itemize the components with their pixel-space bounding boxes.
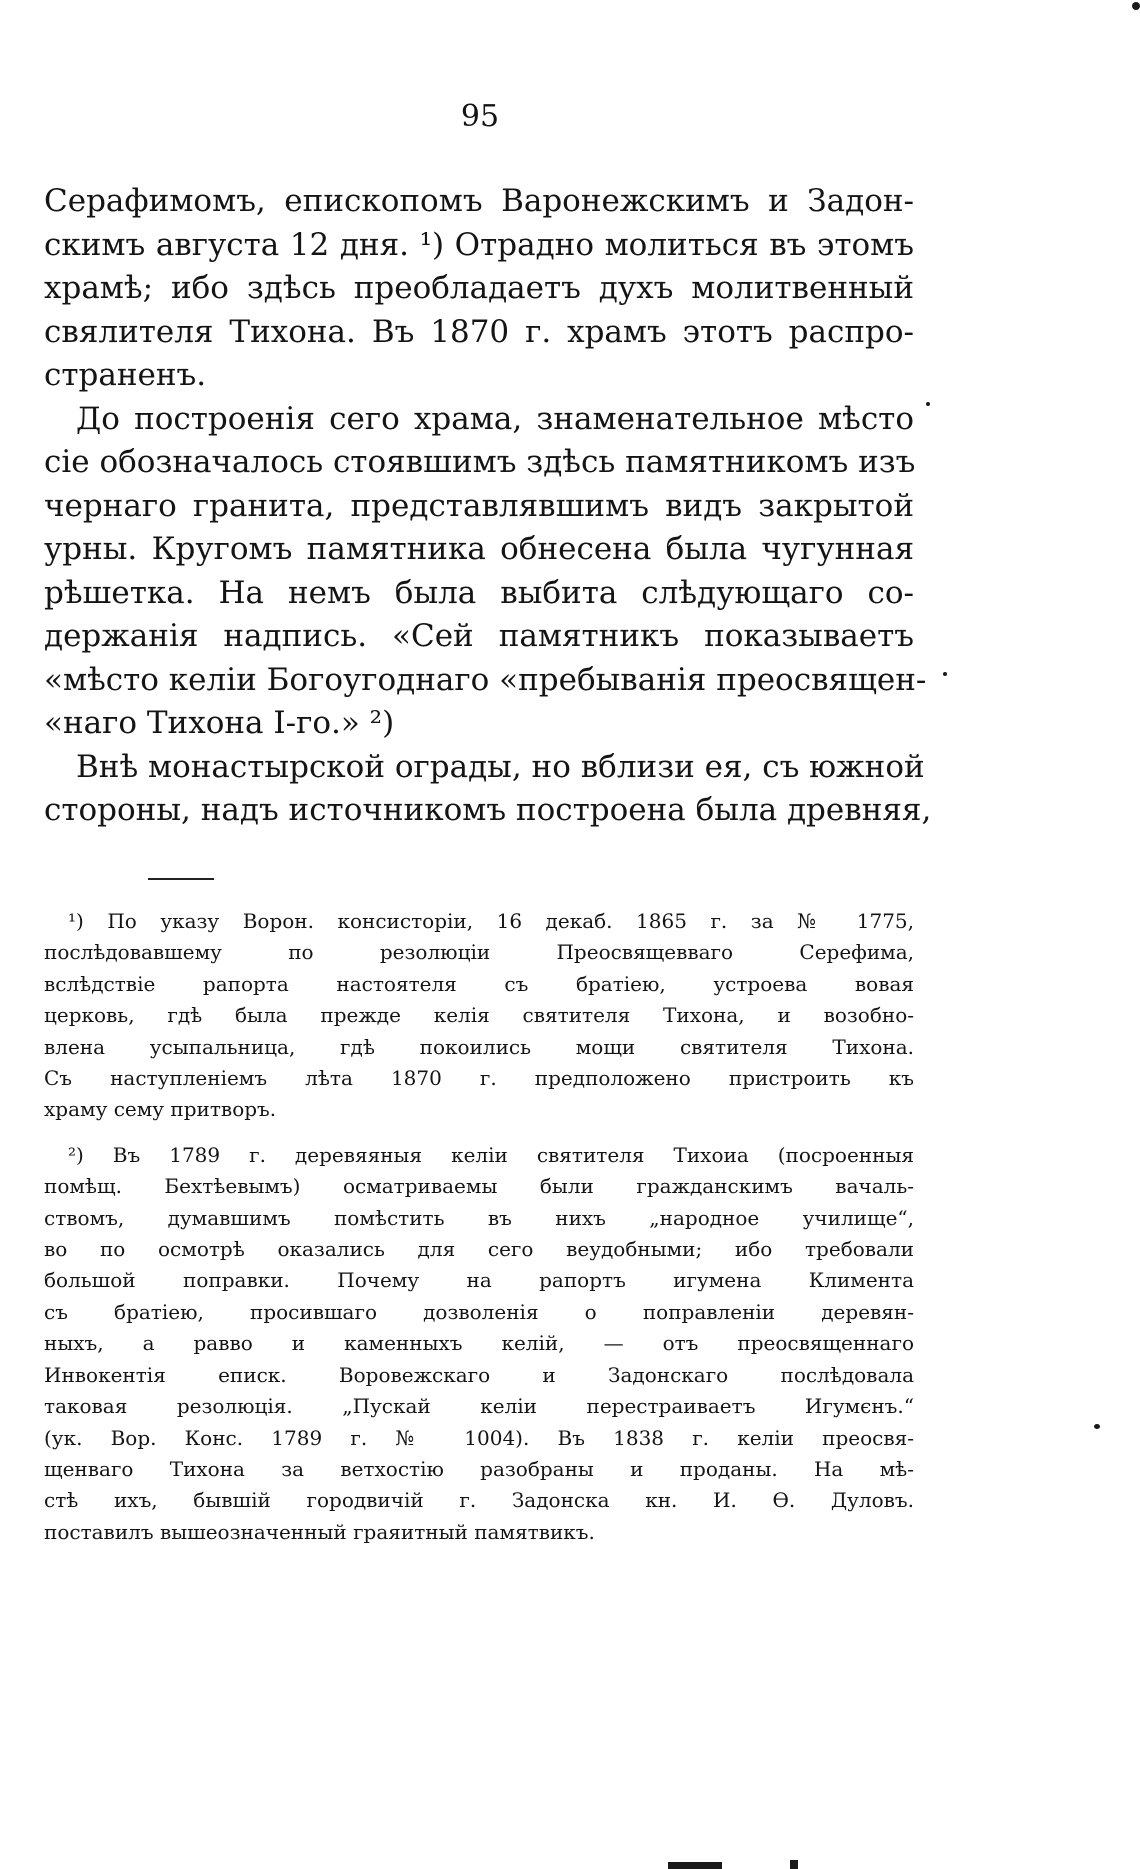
text-line: свялителя Тихона. Въ 1870 г. храмъ этотъ распро- [44, 313, 914, 350]
scan-edge-mark [790, 1860, 798, 1869]
main-text [44, 180, 932, 833]
text-line: чернаго гранита, представлявшимъ видъ закрытой [44, 487, 914, 524]
footnote-line: стѣ ихъ, бывшій городвичій г. Задонска кн. И. Ѳ. Дуловъ. [44, 1488, 914, 1513]
text-line: «наго Тихона I-го.» ²) [44, 705, 395, 741]
footnote-line: церковь, гдѣ была прежде келія святителя Тихона, и возобно- [44, 1003, 914, 1028]
ink-speck [1094, 1424, 1100, 1429]
footnote-line: храму сему притворъ. [44, 1097, 277, 1122]
footnote-gap [44, 1126, 914, 1140]
footnotes [44, 906, 914, 1548]
scan-edge-mark [668, 1862, 722, 1869]
footnote-line: щенваго Тихона за ветхостію разобраны и проданы. На мѣ- [44, 1456, 914, 1481]
text-line: Серафимомъ, епископомъ Варонежскимъ и Задон- [44, 183, 914, 219]
text-line: «мѣсто келіи Богоугоднаго «пребыванія преосвящен- [44, 661, 927, 698]
text-line: стороны, надъ источникомъ построена была древняя, [44, 792, 932, 828]
footnote-line: влена усыпальница, гдѣ покоились мощи святителя Тихона. [44, 1034, 914, 1059]
text-line: Внѣ монастырской ограды, но вблизи ея, съ южной [76, 748, 925, 785]
footnote-line: ствомъ, думавшимъ помѣстить въ нихъ „народное училище“, [44, 1205, 914, 1230]
footnote-separator [148, 878, 214, 880]
footnote-line: послѣдовавшему по резолюціи Преосвящевваго Серефима, [44, 940, 914, 965]
footnote-line: большой поправки. Почему на рапортъ игумена Климента [44, 1268, 914, 1293]
text-line: сіе обозначалось стоявшимъ здѣсь памятникомъ изъ [44, 444, 916, 480]
text-line: держанія надпись. «Сей памятникъ показываетъ [44, 618, 914, 654]
ink-speck [926, 402, 930, 406]
footnote-line: Съ наступленіемъ лѣта 1870 г. предположено пристроить къ [44, 1066, 914, 1091]
footnote-line: ¹) По указу Ворон. консисторіи, 16 декаб. 1865 г. за № 1775, [68, 909, 914, 933]
ink-speck [1132, 2, 1140, 10]
text-line: До построенія сего храма, знаменательное мѣсто [76, 400, 914, 437]
text-line: храмѣ; ибо здѣсь преобладаетъ духъ молитвенный [44, 270, 914, 306]
footnote-line: таковая резолюція. „Пускай келіи перестраиваетъ Игумєнъ.“ [44, 1394, 914, 1419]
footnote-line: ныхъ, а равво и каменныхъ келій, — отъ преосвященнаго [44, 1331, 914, 1356]
footnote-line: поставилъ вышеозначенный граяитный памятвикъ. [44, 1519, 595, 1544]
text-line: скимъ августа 12 дня. ¹) Отрадно молиться въ этомъ [44, 226, 914, 263]
page-number: 95 [460, 99, 500, 134]
text-line: урны. Кругомъ памятника обнесена была чугунная [44, 531, 914, 567]
ink-speck [943, 672, 947, 676]
footnote-line: (ук. Вор. Конс. 1789 г. № 1004). Въ 1838 г. келіи преосвя- [44, 1425, 914, 1450]
text-line: рѣшетка. На немъ была выбита слѣдующаго со- [44, 574, 914, 611]
text-line: страненъ. [44, 357, 207, 393]
footnote-line: Инвокентія еписк. Воровежскаго и Задонскаго послѣдовала [44, 1362, 914, 1387]
footnote-line: съ братіею, просившаго дозволенія о поправленіи деревян- [44, 1299, 914, 1324]
footnote-line: во по осмотрѣ оказались для сего веудобными; ибо требовали [44, 1237, 914, 1262]
footnote-line: вслѣдствіе рапорта настоятеля съ братіею, устроева вовая [44, 971, 914, 996]
footnote-line: помѣщ. Бехтѣевымъ) осматриваемы были гражданскимъ вачаль- [44, 1174, 914, 1199]
footnote-line: ²) Въ 1789 г. деревяяныя келіи святителя Тихоиа (посроенныя [68, 1142, 914, 1167]
